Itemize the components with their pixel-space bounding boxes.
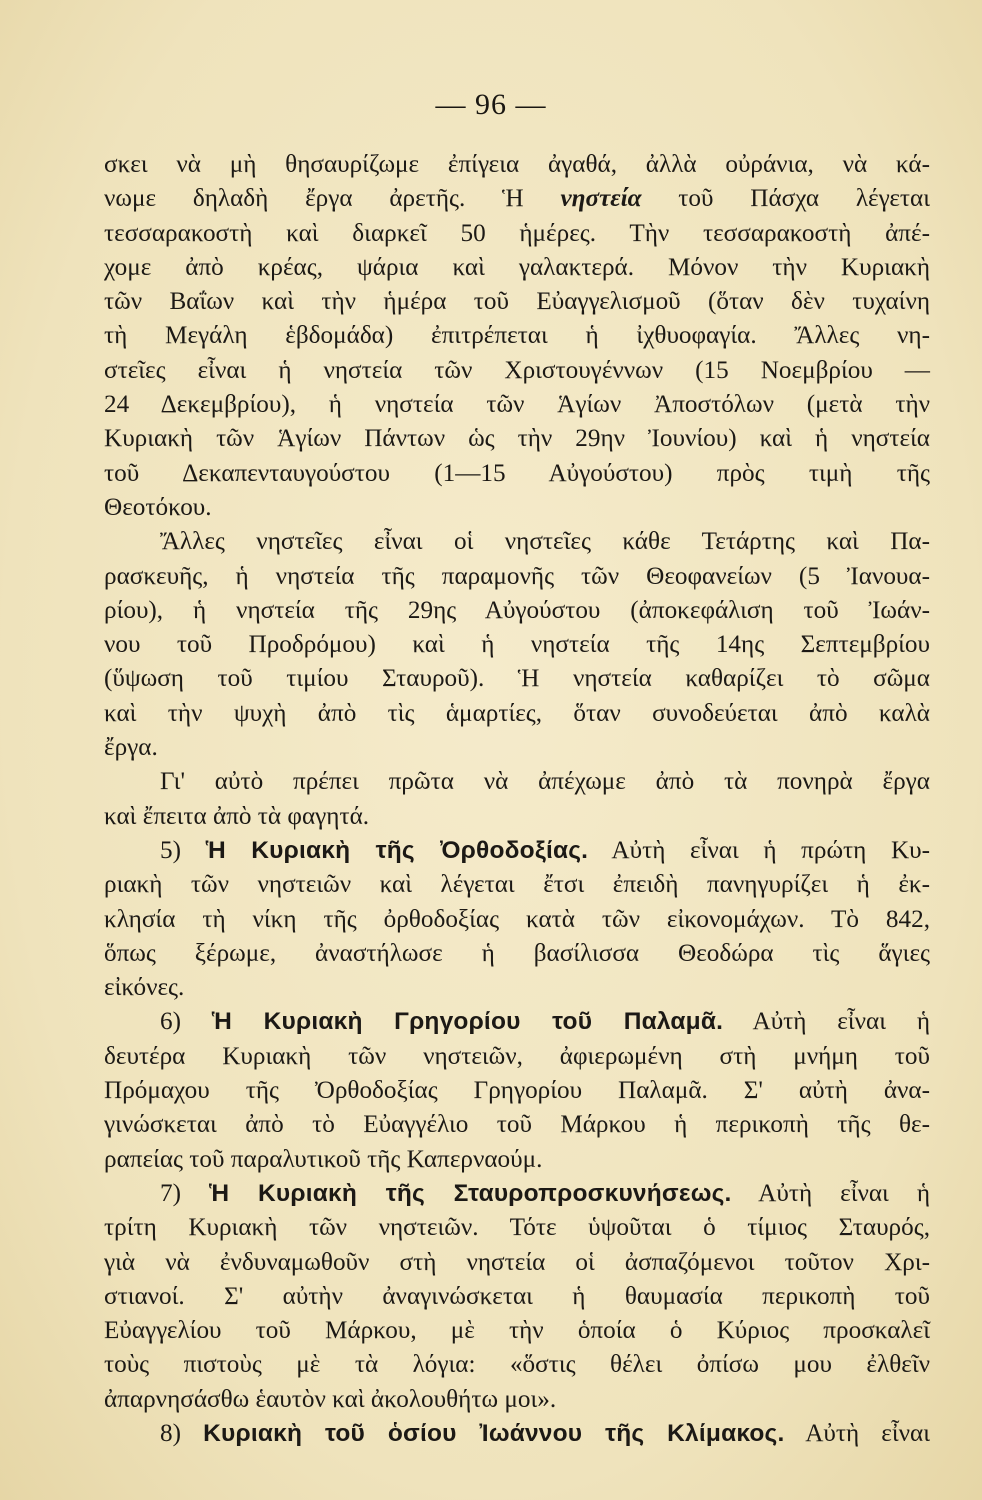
text-line: ρίου), ἡ νηστεία τῆς 29ης Αὐγούστου (ἀποκεφάλιση τοῦ Ἰωάν- xyxy=(104,596,930,624)
paragraph-other-fasts xyxy=(104,525,930,765)
text-line: γινώσκεται ἀπὸ τὸ Εὐαγγέλιο τοῦ Μάρκου ἡ περικοπὴ τῆς θε- xyxy=(104,1111,930,1139)
text-line: τεσσαρακοστὴ καὶ διαρκεῖ 50 ἡμέρες. Τὴν τεσσαρακοστὴ ἀπέ- xyxy=(104,219,930,247)
text-line: Γι' αὐτὸ πρέπει πρῶτα νὰ ἀπέχωμε ἀπὸ τὰ πονηρὰ ἔργα xyxy=(160,768,930,796)
text-line: Θεοτόκου. xyxy=(104,493,212,521)
text-line: ἀπαρνησάσθω ἑαυτὸν καὶ ἀκολουθήτω μοι». xyxy=(104,1385,557,1413)
text-line: Εὐαγγελίου τοῦ Μάρκου, μὲ τὴν ὁποία ὁ Κύριος προσκαλεῖ xyxy=(104,1317,930,1345)
text-line: χομε ἀπὸ κρέας, ψάρια καὶ γαλακτερά. Μόνον τὴν Κυριακὴ xyxy=(104,253,930,281)
text-line: 6) Ἡ Κυριακὴ Γρηγορίου τοῦ Παλαμᾶ. Αὐτὴ εἶναι ἡ xyxy=(160,1008,930,1036)
text-line: ριακὴ τῶν νηστειῶν καὶ λέγεται ἔτσι ἐπειδὴ πανηγυρίζει ἡ ἐκ- xyxy=(104,871,930,899)
text-line: τοὺς πιστοὺς μὲ τὰ λόγια: «ὅστις θέλει ὀπίσω μου ἐλθεῖν xyxy=(104,1351,930,1379)
text-line: ἔργα. xyxy=(104,734,158,762)
text-line: 7) Ἡ Κυριακὴ τῆς Σταυροπροσκυνήσεως. Αὐτὴ εἶναι ἡ xyxy=(160,1179,931,1207)
emphasis-term: νηστεία xyxy=(560,185,642,213)
text-line: νωμε δηλαδὴ ἔργα ἀρετῆς. Ἡ νηστεία τοῦ Πάσχα λέγεται xyxy=(104,185,930,213)
text-line: καὶ τὴν ψυχὴ ἀπὸ τὶς ἁμαρτίες, ὅταν συνοδεύεται ἀπὸ καλὰ xyxy=(104,699,930,727)
text-line: νου τοῦ Προδρόμου) καὶ ἡ νηστεία τῆς 14ης Σεπτεμβρίου xyxy=(104,631,930,659)
text-line: Ἄλλες νηστεῖες εἶναι οἱ νηστεῖες κάθε Τετάρτης καὶ Πα- xyxy=(160,528,930,556)
paragraph-item-6 xyxy=(104,1005,930,1176)
text-line: δευτέρα Κυριακὴ τῶν νηστειῶν, ἀφιερωμένη στὴ μνήμη τοῦ xyxy=(104,1042,930,1070)
paragraph-item-7 xyxy=(104,1177,930,1417)
text-line: 8) Κυριακὴ τοῦ ὁσίου Ἰωάννου τῆς Κλίμακος. Αὐτὴ εἶναι xyxy=(160,1419,931,1447)
section-heading: Ἡ Κυριακὴ τῆς Ὀρθοδοξίας. xyxy=(205,836,589,864)
paragraph-fasting-easter xyxy=(104,148,930,525)
text-line: Κυριακὴ τῶν Ἁγίων Πάντων ὡς τὴν 29ην Ἰουνίου) καὶ ἡ νηστεία xyxy=(104,425,930,453)
text-line: τὴ Μεγάλη ἑβδομάδα) ἐπιτρέπεται ἡ ἰχθυοφαγία. Ἄλλες νη- xyxy=(104,322,930,350)
text-line: σκει νὰ μὴ θησαυρίζωμε ἐπίγεια ἀγαθά, ἀλλὰ οὐράνια, νὰ κά- xyxy=(104,151,930,178)
section-heading: Ἡ Κυριακὴ τῆς Σταυροπροσκυνήσεως. xyxy=(208,1179,732,1207)
text-line: (ὕψωση τοῦ τιμίου Σταυροῦ). Ἡ νηστεία καθαρίζει τὸ σῶμα xyxy=(104,665,930,693)
text-line: τῶν Βαΐων καὶ τὴν ἡμέρα τοῦ Εὐαγγελισμοῦ (ὅταν δὲν τυχαίνη xyxy=(104,288,930,316)
text-line: ραπείας τοῦ παραλυτικοῦ τῆς Καπερναούμ. xyxy=(104,1145,543,1173)
paragraph-item-5 xyxy=(104,834,930,1005)
text-line: γιὰ νὰ ἐνδυναμωθοῦν στὴ νηστεία οἱ ἀσπαζόμενοι τοῦτον Χρι- xyxy=(104,1248,930,1276)
section-heading: Κυριακὴ τοῦ ὁσίου Ἰωάννου τῆς Κλίμακος. xyxy=(203,1419,785,1447)
paragraph-abstain xyxy=(104,765,930,834)
section-heading: Ἡ Κυριακὴ Γρηγορίου τοῦ Παλαμᾶ. xyxy=(211,1008,724,1036)
text-line: Πρόμαχου τῆς Ὀρθοδοξίας Γρηγορίου Παλαμᾶ. Σ' αὐτὴ ἀνα- xyxy=(104,1077,930,1105)
text-line: ρασκευῆς, ἡ νηστεία τῆς παραμονῆς τῶν Θεοφανείων (5 Ἰανουα- xyxy=(104,562,930,590)
text-line: στεῖες εἶναι ἡ νηστεία τῶν Χριστουγέννων (15 Νοεμβρίου — xyxy=(104,356,930,384)
text-line: κλησία τὴ νίκη τῆς ὀρθοδοξίας κατὰ τῶν εἰκονομάχων. Τὸ 842, xyxy=(104,905,930,933)
text-line: ὅπως ξέρωμε, ἀναστήλωσε ἡ βασίλισσα Θεοδώρα τὶς ἅγιες xyxy=(104,939,930,967)
page-number: — 96 — xyxy=(435,88,547,121)
text-line: τοῦ Δεκαπενταυγούστου (1—15 Αὐγούστου) πρὸς τιμὴ τῆς xyxy=(104,459,930,487)
text-line: 5) Ἡ Κυριακὴ τῆς Ὀρθοδοξίας. Αὐτὴ εἶναι ἡ πρώτη Κυ- xyxy=(160,836,931,864)
text-line: τρίτη Κυριακὴ τῶν νηστειῶν. Τότε ὑψοῦται ὁ τίμιος Σταυρός, xyxy=(104,1214,930,1242)
text-line: στιανοί. Σ' αὐτὴν ἀναγινώσκεται ἡ θαυμασία περικοπὴ τοῦ xyxy=(104,1282,930,1310)
paragraph-item-8 xyxy=(104,1417,930,1451)
body-text xyxy=(104,148,930,1451)
text-line: εἰκόνες. xyxy=(104,974,185,1002)
text-line: 24 Δεκεμβρίου), ἡ νηστεία τῶν Ἁγίων Ἀποστόλων (μετὰ τὴν xyxy=(104,391,930,419)
text-line: καὶ ἔπειτα ἀπὸ τὰ φαγητά. xyxy=(104,802,370,830)
